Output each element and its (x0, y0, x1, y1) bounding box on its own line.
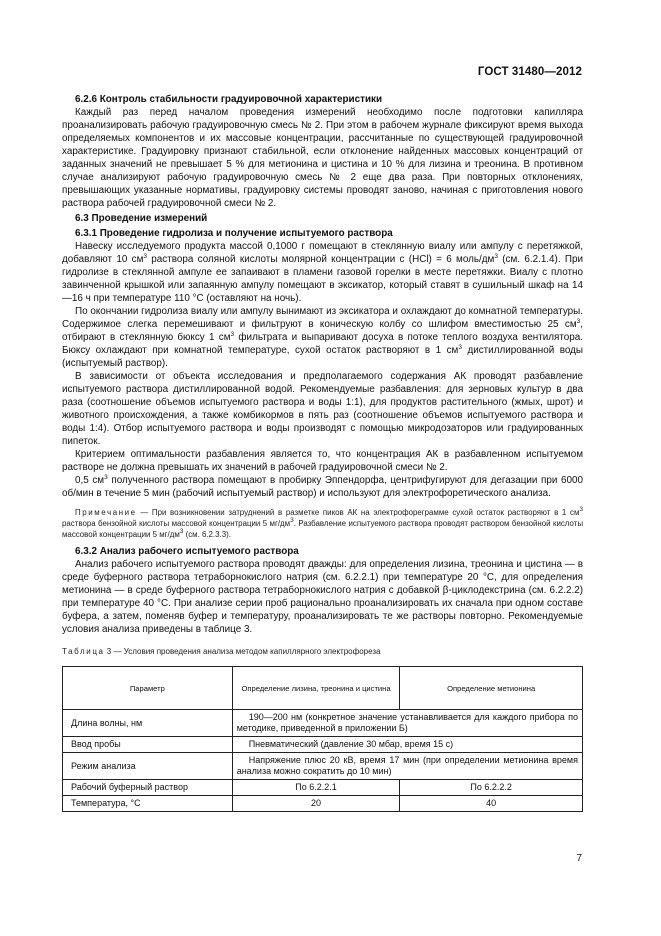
table-cell-value: Напряжение плюс 20 кВ, время 17 мин (при определении метионина время анализа можно сократить до 10 мин) (232, 753, 582, 780)
section-6-2-6-title: 6.2.6 Контроль стабильности градуировочной характеристики (75, 94, 383, 105)
table-cell-value: 20 (232, 796, 400, 812)
table-row (63, 753, 583, 780)
table-cell-value: 40 (400, 796, 583, 812)
section-6-3-2-paragraph: Анализ рабочего испытуемого раствора проводят дважды: для определения лизина, треонина и цистина — в среде буферного раствора тетраборнокислого натрия (см. 6.2.2.1) при температуре 20 °С, для определения метионина — в среде буферного раствора тетраборнокислого натрия с добавкой β-циклодекстрина (см. 6.2.2.2) при температуре 40 °С. При анализе серии проб рационально проанализировать их сначала при одном составе буфера, а затем, поменяв буфер и температуру, проанализировать те же растворы повторно. Рекомендуемые условия анализа приведены в таблице 3. (62, 559, 583, 635)
table-header-cell: Параметр (63, 667, 233, 710)
table-cell-value: По 6.2.2.2 (400, 780, 583, 796)
table-cell-param: Длина волны, нм (63, 710, 233, 737)
table-cell-param: Режим анализа (63, 753, 233, 780)
table-cell-value: Пневматический (давление 30 мбар, время 15 с) (232, 737, 582, 753)
table-row (63, 737, 583, 753)
table-cell-value: 190—200 нм (конкретное значение устанавливается для каждого прибора по методике, приведенной в приложении Б) (232, 710, 582, 737)
analysis-conditions-table (62, 666, 583, 812)
section-6-3-title: 6.3 Проведение измерений (75, 213, 208, 224)
section-6-3-1-paragraph-1: Навеску исследуемого продукта массой 0,1000 г помещают в стеклянную виалу или ампулу с перетяжкой, добавляют 10 $см^3$ раствора соляной кислоты молярной концентрации с (HCl) = 6 моль/$дм^3$ (см. 6.2.1.4). При гидролизе в стеклянной ампуле ее запаивают в пламени газовой горелки в месте перетяжки. Виалу с плотно завинченной крышкой или запаянную ампулу помещают в эксикатор, который ставят в сушильный шкаф на 14—16 ч при температуре 110 °С (оставляют на ночь). (62, 241, 583, 304)
note: Примечание — При возникновении затруднений в разметке пиков АК на электрофореграмме сухой остаток растворяют в 1 $см^3$ раствора бензойной кислоты массовой концентрации 5 $мг/дм^3$. Разбавление испытуемого раствора проводят раствором бензойной кислоты массовой концентрации 5 $мг/дм^3$ (см. 6.2.3.3). (62, 506, 583, 539)
section-6-3-1-paragraph-5: 0,5 $см^3$ полученного раствора помещают в пробирку Эппендорфа, центрифугируют для дегазации при 6000 об/мин в течение 5 мин (рабочий испытуемый раствор) и используют для электрофоретического анализа. (62, 474, 583, 499)
table-row (63, 796, 583, 812)
section-6-3-1-paragraph-2: По окончании гидролиза виалу или ампулу вынимают из эксикатора и охлаждают до комнатной температуры. Содержимое слегка перемешивают и фильтруют в коническую колбу со шлифом вместимостью 25 $см^3$, отбирают в стеклянную бюксу 1 $см^3$ фильтрата и выпаривают досуха в потоке теплого воздуха вентилятора. Бюксу охлаждают при комнатной температуре, сухой остаток растворяют в 1 $см^3$ дистиллированной воды (испытуемый раствор). (62, 306, 584, 369)
table-cell-param: Температура, °С (63, 796, 233, 812)
table-cell-param: Рабочий буферный раствор (63, 780, 233, 796)
table-row (63, 710, 583, 737)
page-content (62, 93, 583, 812)
table-header-cell: Определение лизина, треонина и цистина (232, 667, 400, 710)
section-6-2-6-paragraph: Каждый раз перед началом проведения измерений необходимо после подготовки капилляра проанализировать рабочую градуировочную смесь № 2. При этом в рабочем журнале фиксируют время выхода определяемых компонентов и их массовые концентрации, рассчитанные по существующей градуировочной характеристике. Градуировку признают стабильной, если отклонение найденных массовых концентраций от заданных значений не превышает 5 % для метионина и цистина и 10 % для лизина и треонина. В противном случае анализируют рабочую градуировочную смесь № 2 еще два раза. При повторных отклонениях, превышающих указанные нормативы, градуировку системы проводят заново, начиная с приготовления нового раствора рабочей градуировочной смеси № 2. (62, 107, 583, 209)
section-6-3-2-title: 6.3.2 Анализ рабочего испытуемого раствора (75, 546, 299, 557)
table-header-cell: Определение метионина (400, 667, 583, 710)
standard-designation: ГОСТ 31480—2012 (477, 66, 582, 78)
page-number: 7 (576, 853, 582, 864)
table-header-row (63, 667, 583, 710)
section-6-3-1-paragraph-3: В зависимости от объекта исследования и предполагаемого содержания АК проводят разбавление испытуемого раствора дистиллированной водой. Рекомендуемые разбавления: для зерновых культур в два раза (соотношение объемов испытуемого раствора и воды 1:1), для продуктов растительного (жмых, шрот) и животного происхождения, а также комбикормов в пять раз (соотношение объемов испытуемого раствора и воды 1:4). Отбор испытуемого раствора и воды производят с помощью микродозаторов или градуированных пипеток. (62, 371, 583, 447)
table-cell-value: По 6.2.2.1 (232, 780, 400, 796)
section-6-3-1-paragraph-4: Критерием оптимальности разбавления является то, что концентрация АК в разбавленном испытуемом растворе не должна превышать их значений в рабочей градуировочной смеси № 2. (62, 449, 583, 473)
section-6-3-1-title: 6.3.1 Проведение гидролиза и получение испытуемого раствора (75, 228, 393, 239)
table-row (63, 780, 583, 796)
table-cell-param: Ввод пробы (63, 737, 233, 753)
table-caption: Таблица 3 — Условия проведения анализа методом капиллярного электрофореза (62, 647, 381, 656)
